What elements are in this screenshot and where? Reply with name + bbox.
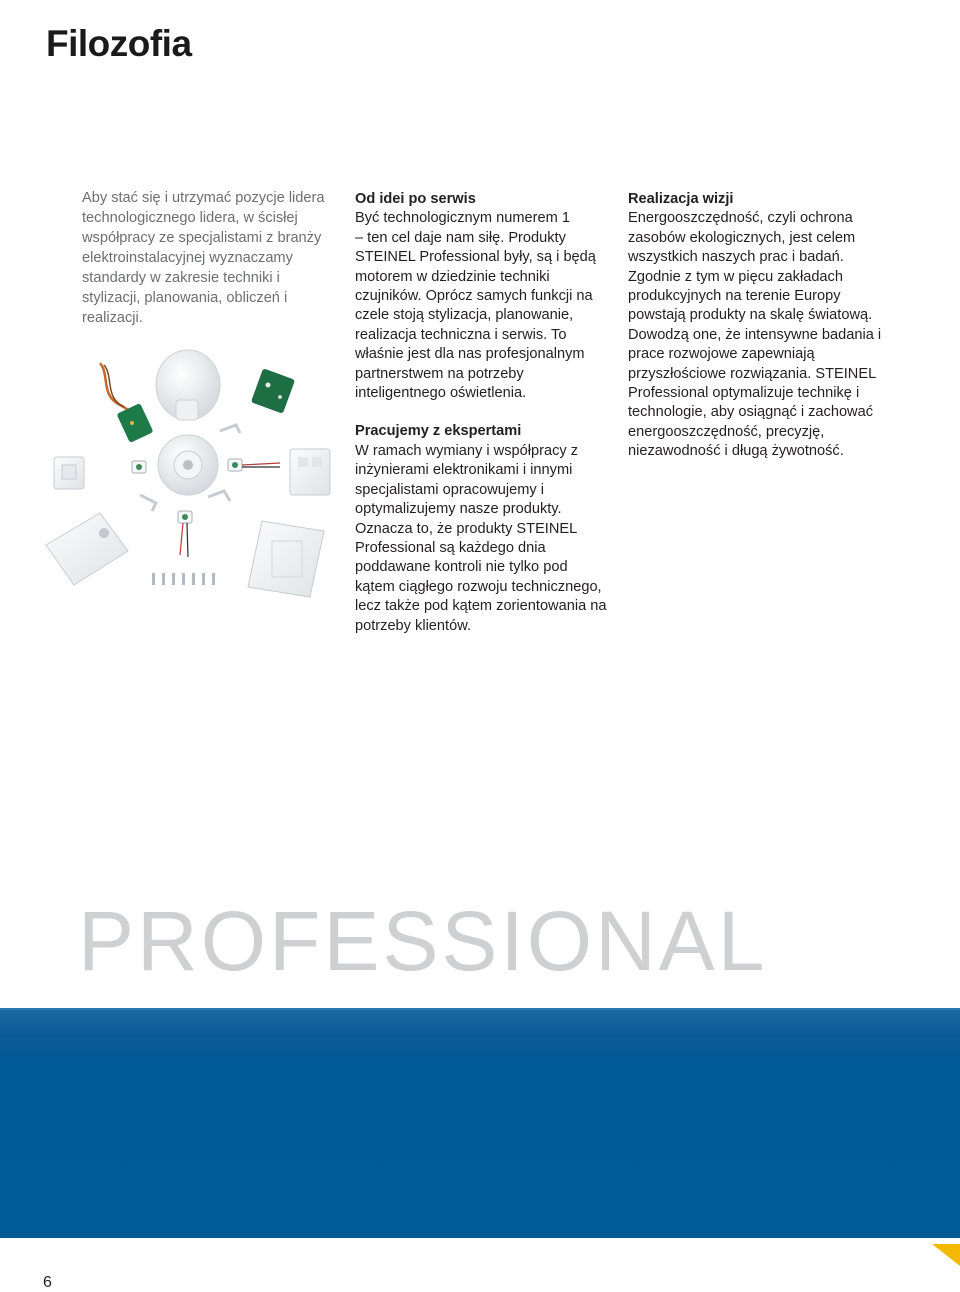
exploded-sensor-components-photo — [40, 345, 338, 603]
intro-text: Aby stać się i utrzymać pozycje lidera technologicznego lidera, w ścisłej współpracy ze specjalistami z branży elektroinstalacyjnej wyznaczamy standardy w zakresie techniki i stylizacji, planowania, obliczeń i realizacji. — [82, 190, 325, 326]
section-body-experts: W ramach wymiany i współpracy z inżynierami elektronikami i innymi specjalistami opracowujemy i optymalizujemy nasze produkty. Oznacza to, że produkty STEINEL Professional są każdego dnia poddawane kontroli nie tylko pod kątem ciągłego rozwoju technicznego, lecz także pod kątem zorientowania na potrzeby klientów. — [355, 442, 607, 634]
section-heading-vision: Realizacja wizji — [628, 191, 734, 207]
blue-band — [0, 1008, 960, 1238]
page-number: 6 — [43, 1274, 52, 1291]
section-heading-experts: Pracujemy z ekspertami — [355, 423, 522, 440]
section-heading-idea: Od idei po serwis — [355, 191, 476, 207]
yellow-corner-tab-icon — [932, 1244, 960, 1266]
column-right — [628, 190, 886, 462]
column-middle — [355, 190, 610, 636]
section-body-idea: Być technologicznym numerem 1 – ten cel daje nam siłę. Produkty STEINEL Professional były, są i będą motorem w dziedzinie techniki czujników. Oprócz samych funkcji na czele stoją stylizacja, planowanie, realizacja techniczna i serwis. To właśnie jest dla nas profesjonalnym partnerstwem na potrzeby inteligentnego oświetlenia. — [355, 210, 596, 402]
section-body-vision: Energooszczędność, czyli ochrona zasobów ekologicznych, jest celem wszystkich naszych prac i badań. Zgodnie z tym w pięcu zakładach produkcyjnych na terenie Europy powstają produkty na skalę światową. Dowodzą one, że intensywne badania i prace rozwojowe zapewniają przyszłościowe rozwiązania. STEINEL Professional optymalizuje technikę i technologie, aby osiągnąć i zachować energooszczędność, precyzję, niezawodność i długą żywotność. — [628, 210, 882, 460]
band-top-line — [0, 1008, 960, 1010]
page-title: Filozofia — [46, 22, 192, 64]
brand-wordmark: PROFESSIONAL — [78, 894, 768, 988]
